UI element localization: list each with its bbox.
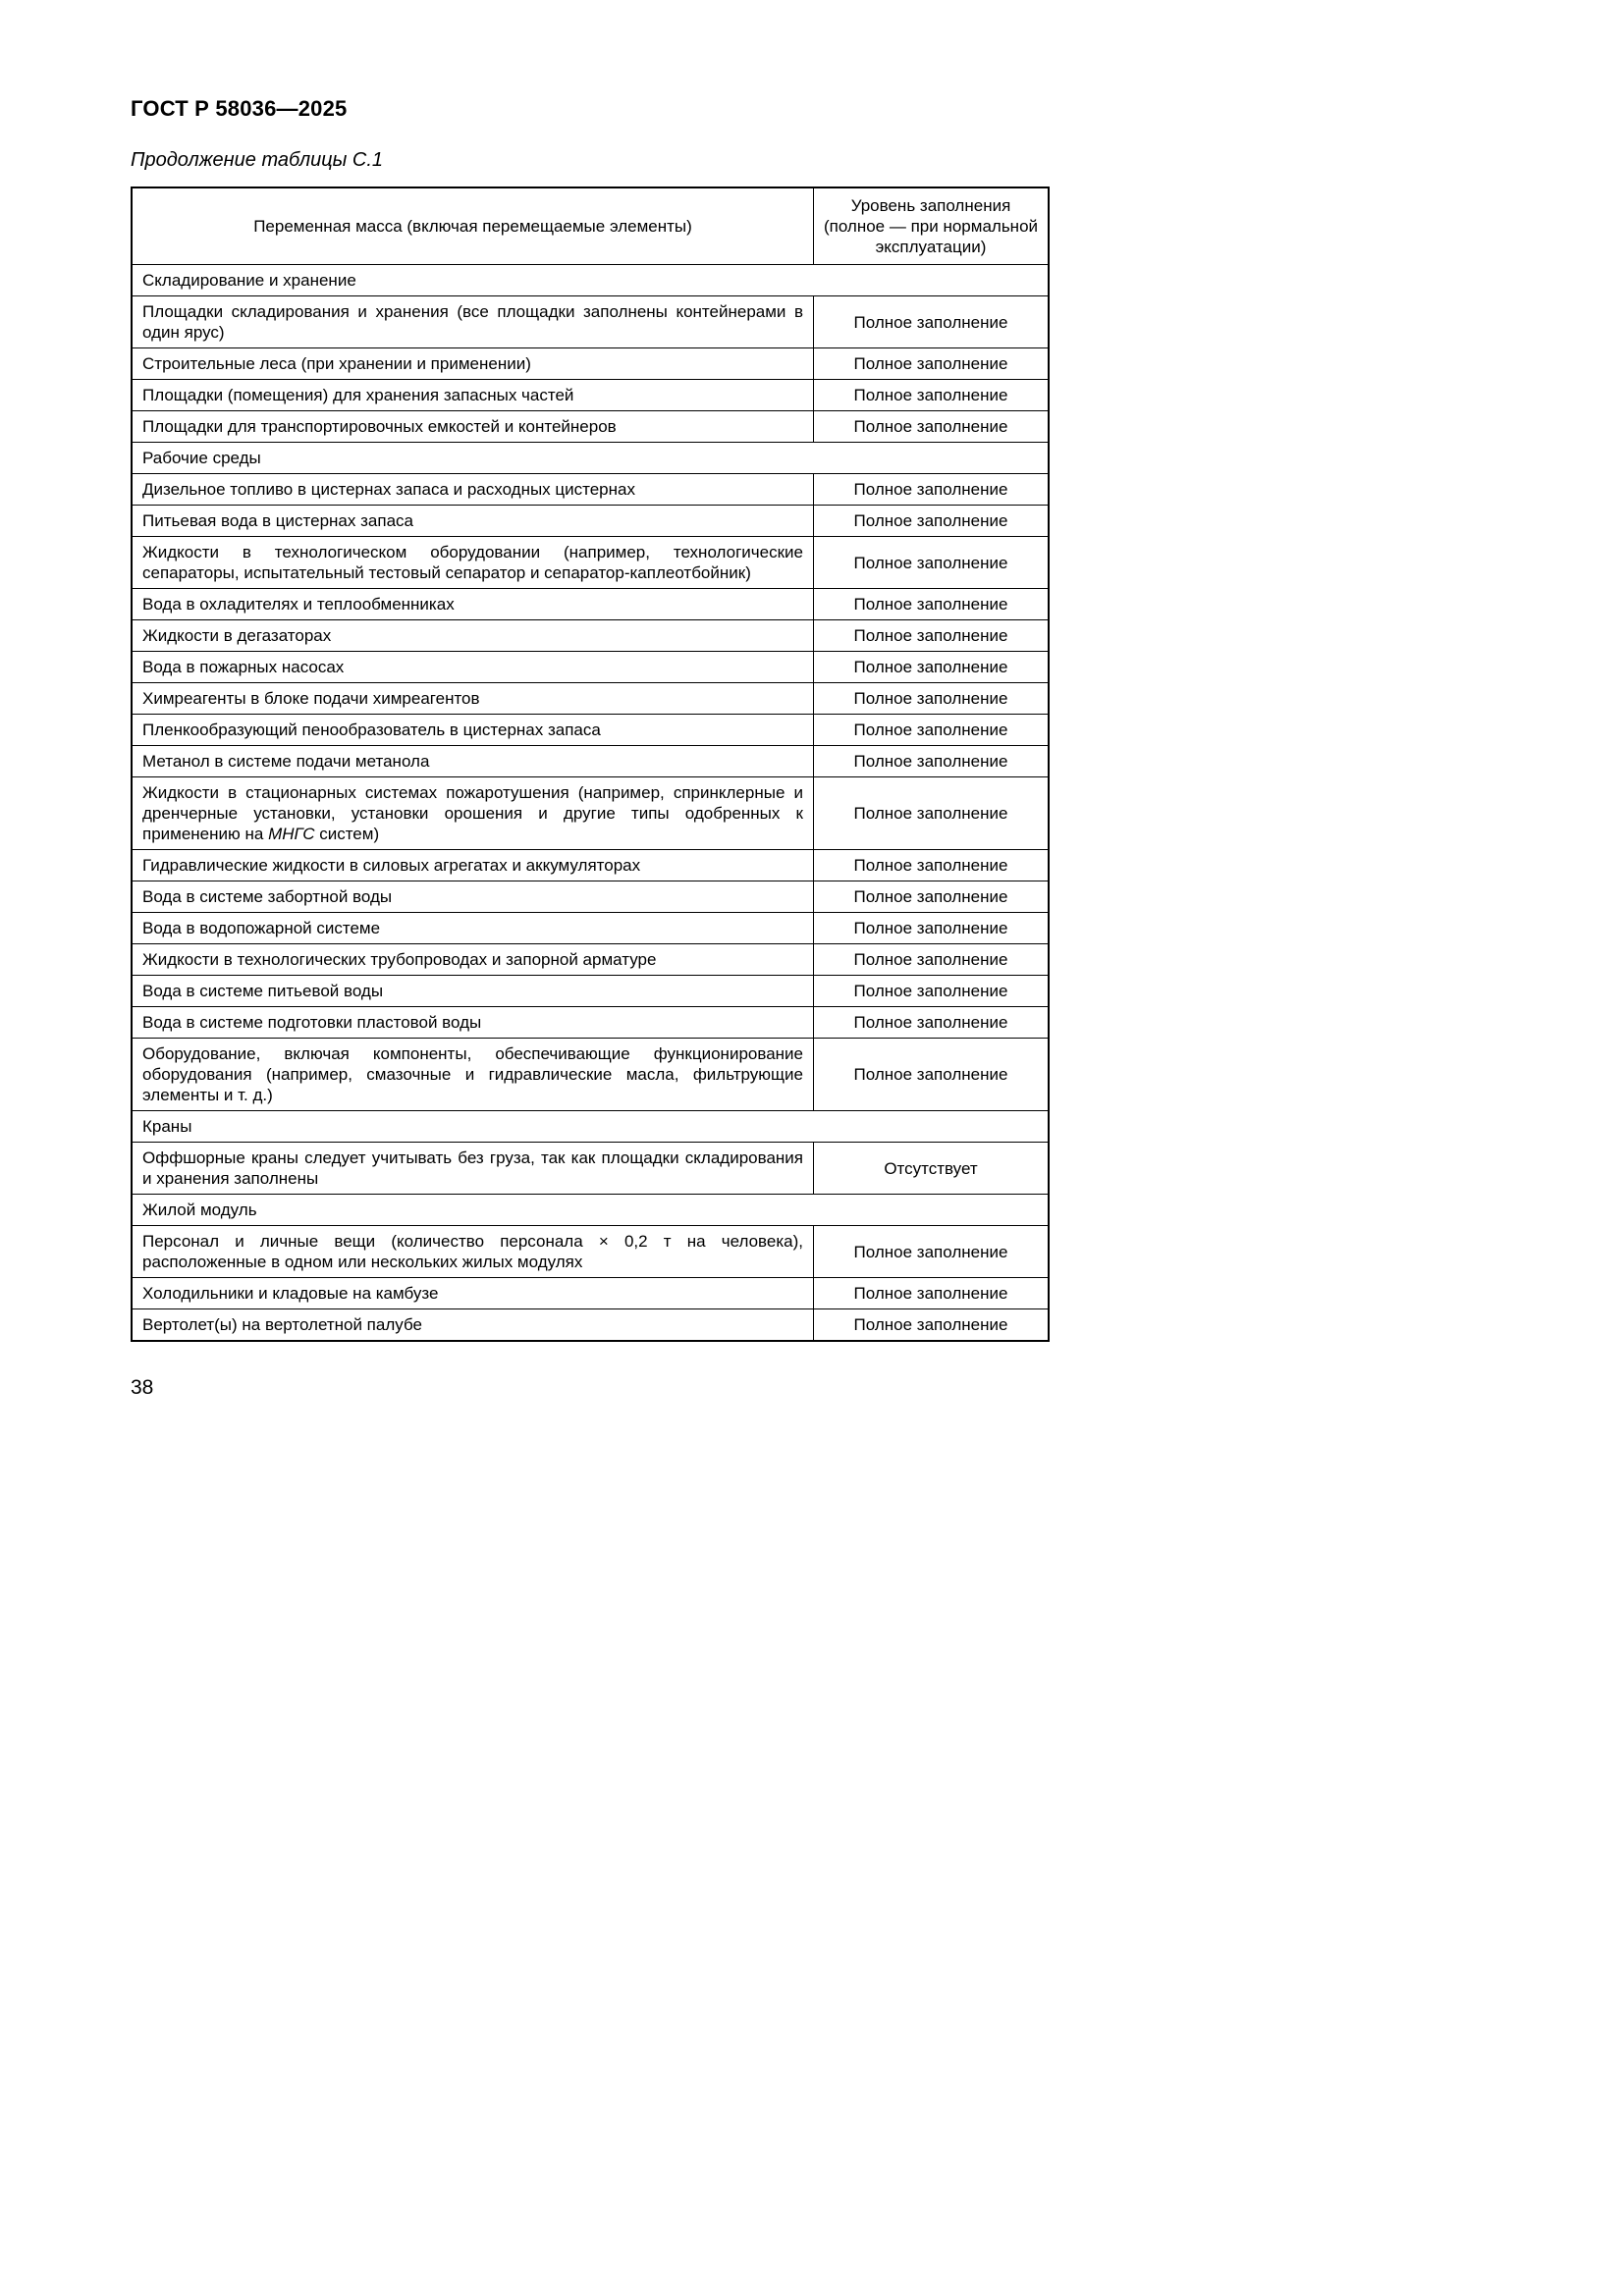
- table-row: [132, 850, 1049, 881]
- table-row: [132, 881, 1049, 913]
- fill-level-cell: Полное заполнение: [814, 850, 1050, 881]
- description-cell: Оборудование, включая компоненты, обеспечивающие функционирование оборудования (например, смазочные и гидравлические масла, фильтрующие элементы и т. д.): [132, 1039, 814, 1111]
- table-row: [132, 746, 1049, 777]
- fill-level-cell: Полное заполнение: [814, 380, 1050, 411]
- description-cell: Жидкости в стационарных системах пожаротушения (например, спринклерные и дренчерные установки, установки орошения и другие типы одобренных к применению на МНГС систем): [132, 777, 814, 850]
- italic-term: МНГС: [268, 825, 315, 843]
- description-cell: Вода в системе забортной воды: [132, 881, 814, 913]
- table-row: [132, 777, 1049, 850]
- column-header-fill-level: Уровень заполнения (полное — при нормальной эксплуатации): [814, 187, 1050, 265]
- column-header-variable-mass: Переменная масса (включая перемещаемые элементы): [132, 187, 814, 265]
- page-number: 38: [131, 1376, 154, 1399]
- fill-level-cell: Полное заполнение: [814, 976, 1050, 1007]
- fill-level-cell: Полное заполнение: [814, 944, 1050, 976]
- table-row: [132, 506, 1049, 537]
- section-cell: Жилой модуль: [132, 1195, 1049, 1226]
- table-row: [132, 1309, 1049, 1342]
- fill-level-cell: Полное заполнение: [814, 777, 1050, 850]
- table-row: [132, 1226, 1049, 1278]
- table-row: [132, 537, 1049, 589]
- table-row: [132, 976, 1049, 1007]
- fill-level-cell: Полное заполнение: [814, 913, 1050, 944]
- fill-level-cell: Полное заполнение: [814, 1278, 1050, 1309]
- table-row: [132, 474, 1049, 506]
- description-cell: Вода в системе питьевой воды: [132, 976, 814, 1007]
- description-cell: Жидкости в технологическом оборудовании (например, технологические сепараторы, испытательный тестовый сепаратор и сепаратор-каплеотбойник): [132, 537, 814, 589]
- table-row: [132, 913, 1049, 944]
- fill-level-cell: Полное заполнение: [814, 746, 1050, 777]
- description-cell: Дизельное топливо в цистернах запаса и расходных цистернах: [132, 474, 814, 506]
- fill-level-cell: Полное заполнение: [814, 537, 1050, 589]
- table-caption: Продолжение таблицы С.1: [131, 149, 384, 171]
- fill-level-cell: Полное заполнение: [814, 1309, 1050, 1342]
- fill-level-cell: Полное заполнение: [814, 1007, 1050, 1039]
- table-body: [132, 265, 1049, 1342]
- table-row: [132, 620, 1049, 652]
- table-row: [132, 1278, 1049, 1309]
- section-row: [132, 265, 1049, 296]
- fill-level-cell: Отсутствует: [814, 1143, 1050, 1195]
- description-cell: Жидкости в технологических трубопроводах и запорной арматуре: [132, 944, 814, 976]
- table-row: [132, 1007, 1049, 1039]
- section-cell: Краны: [132, 1111, 1049, 1143]
- fill-level-cell: Полное заполнение: [814, 683, 1050, 715]
- section-row: [132, 1195, 1049, 1226]
- fill-level-cell: Полное заполнение: [814, 652, 1050, 683]
- description-cell: Площадки (помещения) для хранения запасных частей: [132, 380, 814, 411]
- description-cell: Площадки для транспортировочных емкостей и контейнеров: [132, 411, 814, 443]
- section-cell: Рабочие среды: [132, 443, 1049, 474]
- section-cell: Складирование и хранение: [132, 265, 1049, 296]
- description-cell: Вода в системе подготовки пластовой воды: [132, 1007, 814, 1039]
- document-header: ГОСТ Р 58036—2025: [131, 96, 348, 121]
- section-row: [132, 443, 1049, 474]
- fill-level-cell: Полное заполнение: [814, 474, 1050, 506]
- table-row: [132, 715, 1049, 746]
- fill-level-cell: Полное заполнение: [814, 589, 1050, 620]
- table-container: [131, 187, 1039, 1342]
- description-cell: Персонал и личные вещи (количество персонала × 0,2 т на человека), расположенные в одном или нескольких жилых модулях: [132, 1226, 814, 1278]
- fill-level-cell: Полное заполнение: [814, 296, 1050, 348]
- description-cell: Вода в охладителях и теплообменниках: [132, 589, 814, 620]
- fill-level-cell: Полное заполнение: [814, 411, 1050, 443]
- description-cell: Оффшорные краны следует учитывать без груза, так как площадки складирования и хранения заполнены: [132, 1143, 814, 1195]
- table-row: [132, 348, 1049, 380]
- fill-level-cell: Полное заполнение: [814, 881, 1050, 913]
- table-row: [132, 589, 1049, 620]
- variable-mass-table: [131, 187, 1050, 1342]
- description-cell: Вода в пожарных насосах: [132, 652, 814, 683]
- table-row: [132, 944, 1049, 976]
- table-header-row: [132, 187, 1049, 265]
- description-cell: Химреагенты в блоке подачи химреагентов: [132, 683, 814, 715]
- fill-level-cell: Полное заполнение: [814, 1039, 1050, 1111]
- table-row: [132, 1039, 1049, 1111]
- fill-level-cell: Полное заполнение: [814, 620, 1050, 652]
- description-cell: Пленкообразующий пенообразователь в цистернах запаса: [132, 715, 814, 746]
- table-row: [132, 652, 1049, 683]
- fill-level-cell: Полное заполнение: [814, 715, 1050, 746]
- section-row: [132, 1111, 1049, 1143]
- description-cell: Вертолет(ы) на вертолетной палубе: [132, 1309, 814, 1342]
- description-cell: Строительные леса (при хранении и применении): [132, 348, 814, 380]
- description-cell: Холодильники и кладовые на камбузе: [132, 1278, 814, 1309]
- description-cell: Жидкости в дегазаторах: [132, 620, 814, 652]
- fill-level-cell: Полное заполнение: [814, 348, 1050, 380]
- table-row: [132, 683, 1049, 715]
- description-cell: Питьевая вода в цистернах запаса: [132, 506, 814, 537]
- table-row: [132, 296, 1049, 348]
- fill-level-cell: Полное заполнение: [814, 506, 1050, 537]
- description-cell: Гидравлические жидкости в силовых агрегатах и аккумуляторах: [132, 850, 814, 881]
- table-row: [132, 411, 1049, 443]
- table-row: [132, 380, 1049, 411]
- description-cell: Вода в водопожарной системе: [132, 913, 814, 944]
- fill-level-cell: Полное заполнение: [814, 1226, 1050, 1278]
- description-cell: Метанол в системе подачи метанола: [132, 746, 814, 777]
- description-cell: Площадки складирования и хранения (все площадки заполнены контейнерами в один ярус): [132, 296, 814, 348]
- table-row: [132, 1143, 1049, 1195]
